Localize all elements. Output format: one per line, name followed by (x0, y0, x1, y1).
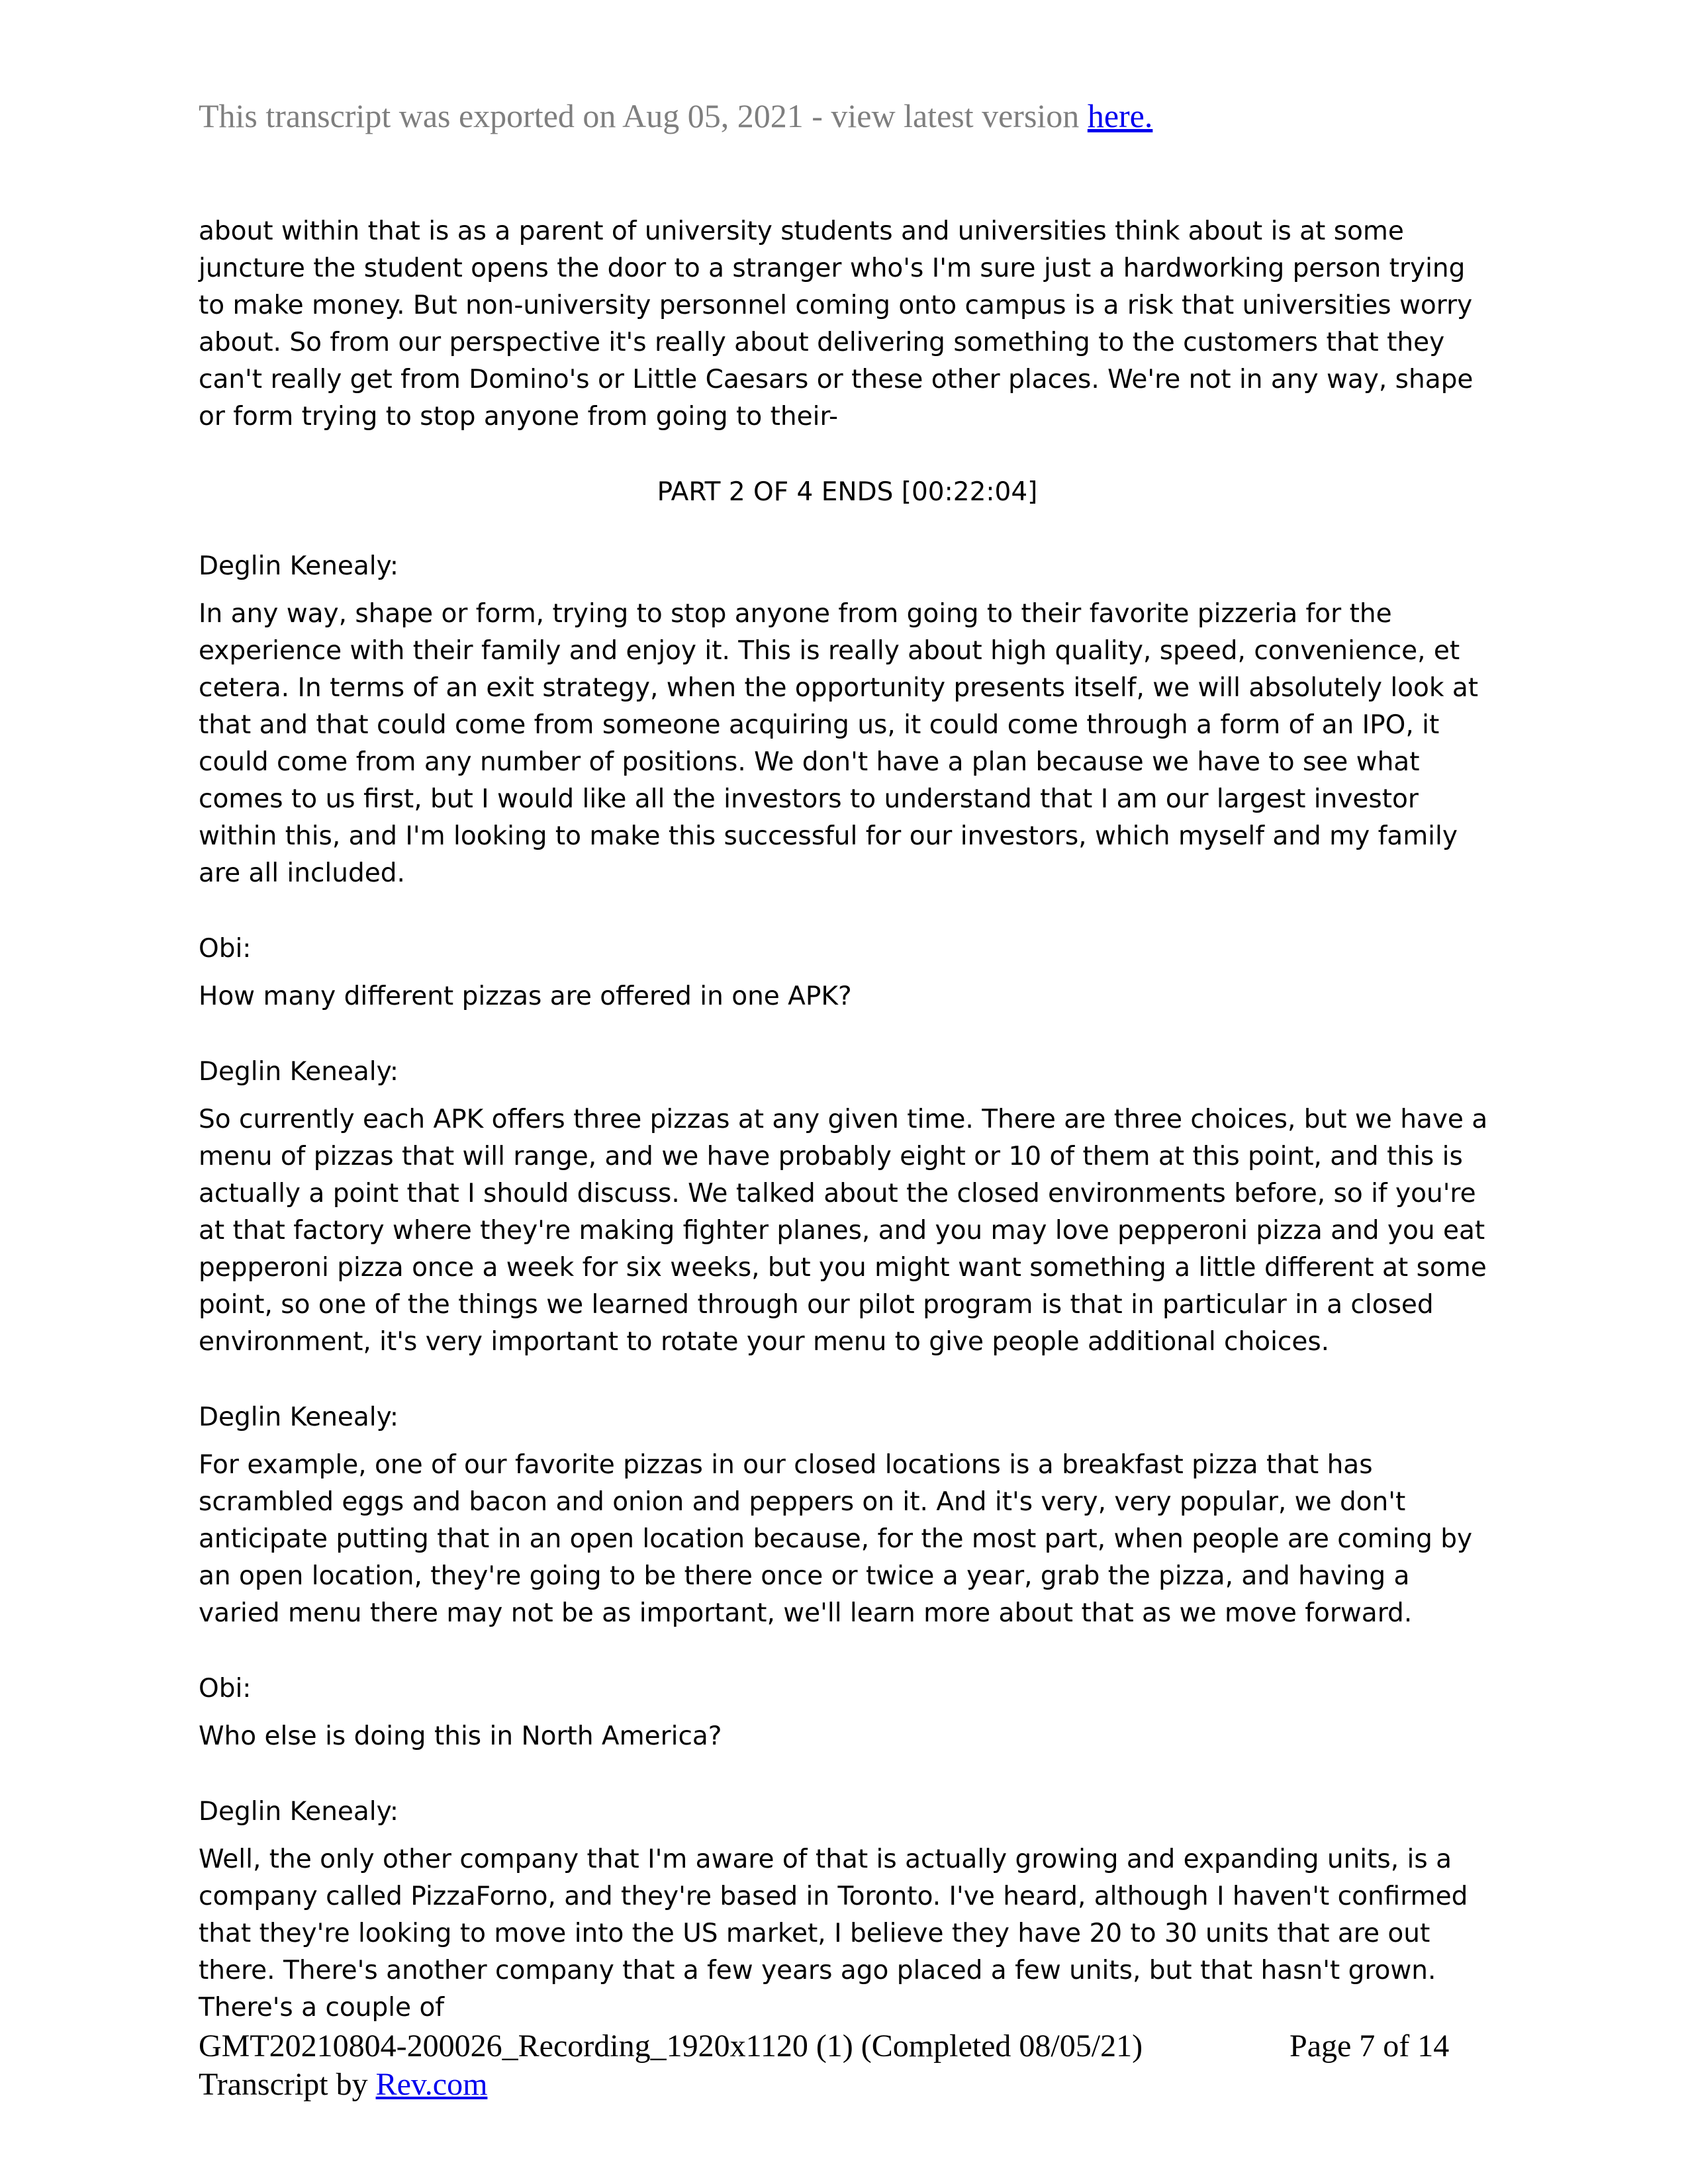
speaker-text: Who else is doing this in North America? (199, 1721, 722, 1751)
page-footer (199, 2027, 1496, 2104)
speaker-text: For example, one of our favorite pizzas in our closed locations is a breakfast pizza that has scrambled eggs and bacon and onion and peppers on it. And it's very, very popular, we don't anticipate putting that in an open location because, for the most part, when people are coming by an open location, they're going to be there once or twice a year, grab the pizza, and having a varied menu there may not be as important, we'll learn more about that as we move forward. (199, 1450, 1473, 1628)
page-number: Page 7 of 14 (1289, 2028, 1450, 2064)
rev-link[interactable]: Rev.com (375, 2067, 488, 2102)
speaker-name: Obi: (199, 934, 252, 964)
speaker-text: How many different pizzas are offered in one APK? (199, 981, 852, 1011)
speaker-name: Deglin Kenealy: (199, 1057, 399, 1087)
latest-version-link[interactable]: here. (1087, 97, 1153, 134)
speaker-name: Obi: (199, 1674, 252, 1704)
speaker-name: Deglin Kenealy: (199, 1797, 399, 1827)
continuation-paragraph: about within that is as a parent of university students and universities think about is at some juncture the student opens the door to a stranger who's I'm sure just a hardworking person trying to make money. But non-university personnel coming onto campus is a risk that universities worry about. So from our perspective it's really about delivering something to the customers that they can't really get from Domino's or Little Caesars or these other places. We're not in any way, shape or form trying to stop anyone from going to their- (199, 216, 1474, 432)
transcript-body (199, 213, 1496, 2065)
speaker-block (199, 1670, 1496, 1755)
speaker-name: Deglin Kenealy: (199, 551, 399, 581)
speaker-block (199, 931, 1496, 1015)
speaker-text: Well, the only other company that I'm aware of that is actually growing and expanding units, is a company called PizzaForno, and they're based in Toronto. I've heard, although I haven't confirmed that they're looking to move into the US market, I believe they have 20 to 30 units that are out there. There's another company that a few years ago placed a few units, but that hasn't grown. There's a couple of (199, 1844, 1468, 2023)
speaker-block (199, 1794, 1496, 2026)
speaker-text: In any way, shape or form, trying to stop anyone from going to their favorite pizzeria for the experience with their family and enjoy it. This is really about high quality, speed, convenience, et cetera. In terms of an exit strategy, when the opportunity presents itself, we will absolutely look at that and that could come from someone acquiring us, it could come through a form of an IPO, it could come from any number of positions. We don't have a plan because we have to see what comes to us first, but I would like all the investors to understand that I am our largest investor within this, and I'm looking to make this successful for our investors, which myself and my family are all included. (199, 599, 1479, 888)
part-marker: PART 2 OF 4 ENDS [00:22:04] (657, 477, 1038, 507)
speaker-block (199, 548, 1496, 892)
export-header (199, 97, 1152, 135)
transcript-credit: Transcript by (199, 2067, 376, 2102)
speaker-block (199, 1054, 1496, 1361)
speaker-text: So currently each APK offers three pizzas at any given time. There are three choices, but we have a menu of pizzas that will range, and we have probably eight or 10 of them at this point, and this is actually a point that I should discuss. We talked about the closed environments before, so if you're at that factory where they're making fighter planes, and you may love pepperoni pizza and you eat pepperoni pizza once a week for six weeks, but you might want something a little different at some point, so one of the things we learned through our pilot program is that in particular in a closed environment, it's very important to rotate your menu to give people additional choices. (199, 1105, 1488, 1357)
export-notice-text: This transcript was exported on Aug 05, 2021 - view latest version (199, 97, 1088, 134)
speaker-name: Deglin Kenealy: (199, 1402, 399, 1432)
recording-file-info: GMT20210804-200026_Recording_1920x1120 (1) (Completed 08/05/21) (199, 2028, 1143, 2064)
speaker-block (199, 1399, 1496, 1632)
